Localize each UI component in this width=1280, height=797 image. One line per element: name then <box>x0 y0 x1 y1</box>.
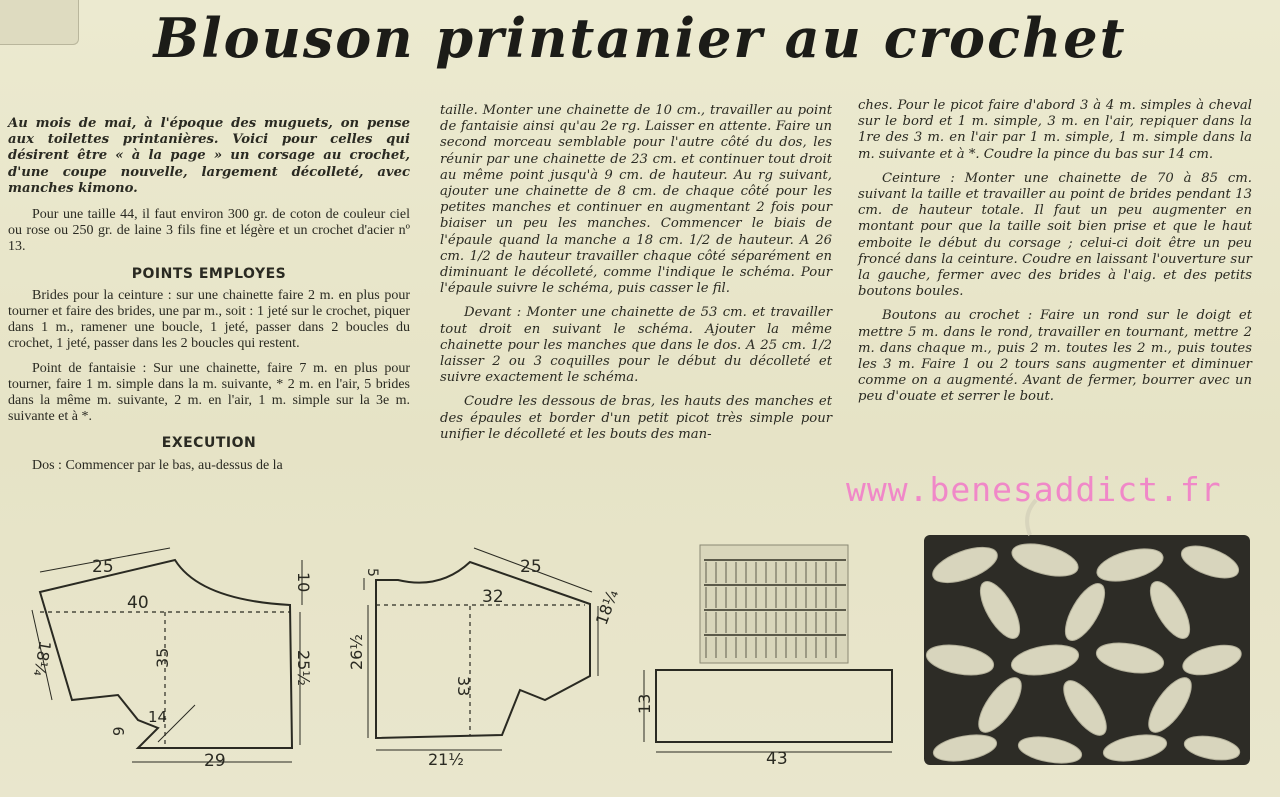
dos-pince-height-label: 9 <box>110 726 128 736</box>
dos-top-label: 25 <box>92 557 114 577</box>
devant-text: Devant : Monter une chainette de 53 cm. et travailler tout droit en suivant le schéma. Ajouter la même chainette pour les manches que dans le dos. A 25 cm. 1/2 laisser 2 ou 3 coquilles pour le début du décolleté et suivre exactement le schéma. <box>440 305 832 386</box>
picot-text: ches. Pour le picot faire d'abord 3 à 4 m. simples à cheval sur le bord et 1 m. simple, 3 m. en l'air, repiquer dans la 1re des 3 m. en l'air par 1 m. simple, 1 m. simple dans la m. suivante et à *. Coudre la pince du bas sur 14 cm. <box>858 98 1252 162</box>
dos-bottom-label: 29 <box>204 751 226 771</box>
dos-width-label: 40 <box>127 593 149 613</box>
ceinture-text: Ceinture : Monter une chainette de 70 à 85 cm. suivant la taille et travailler au point de brides pendant 13 cm. de hauteur totale. Il faut un peu augmenter en montant pour que la taille soit bien prise et que le haut emboite le début du corsage ; celui-ci doit être un peu froncé dans la ceinture. Coudre en laissant l'ouverture sur la gauche, fermer avec des brides à l'aig. et des petits boutons boules. <box>858 170 1252 300</box>
dos-side-label: 25½ <box>294 650 313 686</box>
devant-width-label: 32 <box>482 587 504 607</box>
devant-left-top-label: 5 <box>364 568 380 577</box>
points-heading: POINTS EMPLOYES <box>131 265 287 282</box>
devant-schematic <box>364 548 598 750</box>
dos-height-label: 35 <box>153 647 172 668</box>
dos-pince-label: 14 <box>148 708 168 726</box>
materials-text: Pour une taille 44, il faut environ 300 gr. de coton de couleur ciel ou rose ou 250 gr. de laine 3 fils fine et légère et un crochet d'acier nº 13. <box>8 207 410 255</box>
fantaisie-swatch-image <box>924 500 1250 767</box>
devant-sleeve-label: 18¼ <box>591 587 623 628</box>
fantaisie-text: Point de fantaisie : Sur une chainette, faire 7 m. en plus pour tourner, faire 1 m. simple dans la m. suivante, * 2 m. en l'air, 5 brides dans la même m. suivante, 2 m. en l'air, 1 m. simple sur la 3e m. suivante et à *. <box>8 360 410 425</box>
brides-swatch-image <box>700 545 848 663</box>
devant-height-label: 33 <box>454 676 473 697</box>
devant-top-label: 25 <box>520 557 542 577</box>
execution-heading: EXECUTION <box>161 435 257 452</box>
finishing-text: Coudre les dessous de bras, les hauts des manches et des épaules et border d'un petit picot très simple pour unifier le décolleté et les bouts des man- <box>440 394 832 442</box>
devant-side-label: 26½ <box>347 634 366 670</box>
dos-sleeve-label: 18¼ <box>29 639 55 678</box>
ceinture-height-label: 13 <box>635 693 654 714</box>
page-title: Blouson printanier au crochet <box>153 6 1127 70</box>
watermark-url: www.benesaddict.fr <box>846 470 1222 509</box>
intro-text: Au mois de mai, à l'époque des muguets, on pense aux toilettes printanières. Voici pour celles qui désirent être « à la page » un corsage au crochet, d'une coupe nouvelle, largement décolleté, avec manches kimono. <box>8 116 410 196</box>
boutons-text: Boutons au crochet : Faire un rond sur le doigt et mettre 5 m. dans le rond, travailler en tournant, mettre 2 m. dans chaque m., puis 2 m. toutes les 2 m., puis toutes les 3 m. Faire 1 ou 2 tours sans augmenter et diminuer comme on a augmenté. Avant de fermer, bourrer avec un peu d'ouate et serrer le bout. <box>858 308 1252 405</box>
devant-bottom-label: 21½ <box>428 750 464 769</box>
dos-right-top-label: 10 <box>294 572 313 593</box>
ceinture-width-label: 43 <box>766 749 788 769</box>
dos-text: Dos : Commencer par le bas, au-dessus de la <box>32 457 283 473</box>
dos-continued-text: taille. Monter une chainette de 10 cm., travailler au point de fantaisie ainsi qu'au 2e rg. Laisser en attente. Faire un second morceau semblable pour l'autre côté du dos, les réunir par une chainette de 23 cm. et continuer tout droit au même point jusqu'à 9 cm. de hauteur. Au rg suivant, ajouter une chainette de 8 cm. de chaque côté pour les petites manches et continuer en augmentant 2 fois pour biaiser un peu les manches. Commencer le biais de l'épaule quand la manche a 18 cm. 1/2 de hauteur. A 26 cm. 1/2 de hauteur travailler chaque côté séparément en diminuant le décolleté, comme l'indique le schéma. Pour l'épaule suivre le schéma, puis casser le fil. <box>440 103 832 297</box>
brides-text: Brides pour la ceinture : sur une chainette faire 2 m. en plus pour tourner et faire des brides, une par m., soit : 1 jeté sur le crochet, piquer dans 1 m., ramener une boucle, 1 jeté, passer dans 2 boucles du crochet, 1 jeté, passer dans les 2 boucles qui restent. <box>8 287 410 352</box>
ceinture-schematic <box>644 670 892 752</box>
